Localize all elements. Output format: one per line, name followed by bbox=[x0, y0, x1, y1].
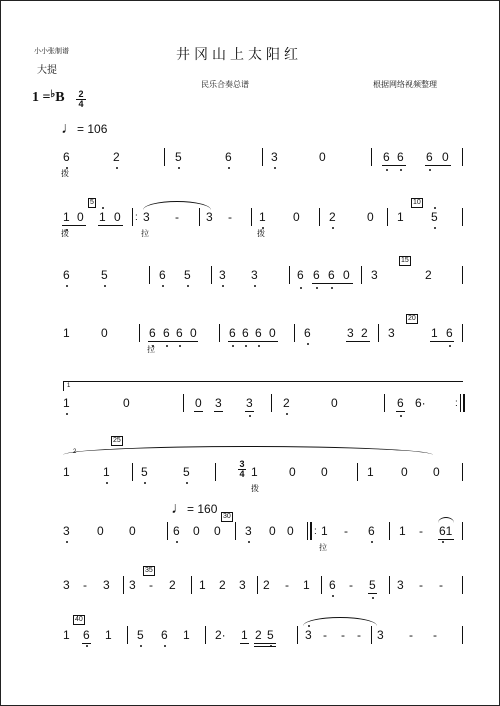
octave-dot bbox=[331, 287, 333, 289]
bow-mark: 拉 bbox=[319, 543, 327, 552]
note: 6 bbox=[397, 150, 404, 164]
bar-line bbox=[167, 522, 168, 540]
note: 2 bbox=[283, 396, 290, 410]
bar-line bbox=[462, 626, 463, 644]
beam-line bbox=[254, 643, 276, 644]
slur bbox=[438, 517, 454, 523]
bar-line bbox=[139, 324, 140, 342]
note: 3 bbox=[245, 524, 252, 538]
note: - bbox=[344, 524, 348, 538]
octave-dot bbox=[166, 345, 168, 347]
octave-dot bbox=[316, 287, 318, 289]
note: 6 bbox=[176, 326, 183, 340]
note: - bbox=[341, 628, 345, 642]
rehearsal-mark: 10 bbox=[413, 199, 421, 206]
note: - bbox=[228, 210, 232, 224]
octave-dot bbox=[434, 207, 436, 209]
octave-dot bbox=[386, 169, 388, 171]
octave-dot bbox=[274, 167, 276, 169]
note: 0 bbox=[433, 465, 440, 479]
note: 0 bbox=[129, 524, 136, 538]
bar-line bbox=[132, 463, 133, 481]
bar-line bbox=[321, 576, 322, 594]
beam-line bbox=[312, 283, 353, 284]
pluck-mark: 拨 bbox=[257, 229, 265, 238]
octave-dot bbox=[434, 227, 436, 229]
beam-line bbox=[254, 646, 276, 647]
bar-line bbox=[371, 148, 372, 166]
note: 6 bbox=[383, 150, 390, 164]
note: 6 bbox=[255, 326, 262, 340]
note: 1 bbox=[183, 628, 190, 642]
beam-line bbox=[430, 341, 454, 342]
repeat-sign: : bbox=[455, 398, 458, 409]
pluck-mark: 拨 bbox=[61, 229, 69, 238]
octave-dot bbox=[249, 415, 251, 417]
note: - bbox=[323, 628, 327, 642]
octave-dot bbox=[232, 345, 234, 347]
beam-line bbox=[98, 225, 123, 226]
note: 3 bbox=[63, 524, 70, 538]
note: 6 bbox=[329, 578, 336, 592]
quarter-note-icon: ♩ bbox=[171, 500, 187, 517]
bar-line bbox=[294, 324, 295, 342]
score-row-8 bbox=[1, 567, 500, 615]
note: 2· bbox=[215, 628, 226, 642]
note: 5 bbox=[183, 465, 190, 479]
score-row-2 bbox=[1, 199, 500, 247]
note: 0 bbox=[442, 150, 449, 164]
repeat-sign: : bbox=[314, 526, 317, 537]
bar-line bbox=[387, 208, 388, 226]
note: 2 bbox=[255, 628, 262, 642]
bar-line bbox=[251, 208, 252, 226]
bar-line bbox=[297, 626, 298, 644]
bar-line bbox=[211, 266, 212, 284]
bar-line bbox=[183, 394, 184, 412]
bar-line bbox=[389, 522, 390, 540]
flat-sign: ♭ bbox=[50, 89, 56, 100]
rehearsal-mark: 15 bbox=[401, 257, 409, 264]
note: 3 bbox=[63, 578, 70, 592]
octave-dot bbox=[228, 167, 230, 169]
note: 1 bbox=[63, 465, 70, 479]
octave-dot bbox=[332, 595, 334, 597]
bar-line bbox=[310, 522, 312, 540]
note: 0 bbox=[190, 326, 197, 340]
octave-dot bbox=[400, 169, 402, 171]
note: 3 bbox=[206, 210, 213, 224]
rehearsal-mark: 30 bbox=[223, 513, 231, 520]
note: 3 bbox=[397, 578, 404, 592]
tempo-marking-2: ♩= 160 bbox=[171, 500, 218, 517]
note: 3 bbox=[219, 268, 226, 282]
octave-dot bbox=[179, 345, 181, 347]
score-subtitle: 民乐合奏总谱 bbox=[201, 80, 249, 89]
note: 6 bbox=[225, 150, 232, 164]
note: 0 bbox=[97, 524, 104, 538]
octave-dot bbox=[371, 541, 373, 543]
bar-line bbox=[127, 626, 128, 644]
note: 1 bbox=[63, 396, 70, 410]
note: 1 bbox=[63, 326, 70, 340]
octave-dot bbox=[86, 645, 88, 647]
octave-dot bbox=[66, 413, 68, 415]
note: 1 bbox=[105, 628, 112, 642]
beam-line bbox=[245, 411, 254, 412]
source-note: 根据网络视频整理 bbox=[373, 80, 437, 89]
bar-line bbox=[462, 463, 463, 481]
note: 2 bbox=[169, 578, 176, 592]
beam-line bbox=[62, 225, 86, 226]
note: 6 bbox=[426, 150, 433, 164]
instrument-label: 大提 bbox=[37, 65, 57, 76]
beam-line bbox=[194, 411, 203, 412]
beam-line bbox=[82, 643, 91, 644]
note: - bbox=[285, 578, 289, 592]
pluck-mark: 拨 bbox=[251, 484, 259, 493]
note: 0 bbox=[214, 524, 221, 538]
note: 5 bbox=[369, 578, 376, 592]
time-signature: 2 4 bbox=[76, 90, 86, 109]
bar-line bbox=[289, 266, 290, 284]
note: 1 bbox=[259, 210, 266, 224]
note: 1 bbox=[99, 210, 106, 224]
bar-line bbox=[357, 463, 358, 481]
note: 1 bbox=[303, 578, 310, 592]
octave-dot bbox=[248, 541, 250, 543]
note: - bbox=[349, 578, 353, 592]
note: 3 bbox=[305, 628, 312, 642]
octave-dot bbox=[372, 597, 374, 599]
bar-line bbox=[307, 522, 308, 540]
beam-line bbox=[214, 411, 223, 412]
note: 5 bbox=[175, 150, 182, 164]
note: 3 bbox=[347, 326, 354, 340]
beam-line bbox=[228, 341, 278, 342]
octave-dot bbox=[140, 645, 142, 647]
note: 2 bbox=[361, 326, 368, 340]
note: 5 bbox=[141, 465, 148, 479]
octave-dot bbox=[144, 482, 146, 484]
note: 6 bbox=[446, 326, 453, 340]
note: 5 bbox=[431, 210, 438, 224]
slur bbox=[303, 617, 377, 626]
bar-line bbox=[132, 208, 133, 226]
octave-dot bbox=[178, 167, 180, 169]
note: 1 bbox=[103, 465, 110, 479]
note: 6 bbox=[313, 268, 320, 282]
beam-line bbox=[368, 593, 377, 594]
octave-dot bbox=[106, 482, 108, 484]
note: - bbox=[83, 578, 87, 592]
note: 0 bbox=[77, 210, 84, 224]
bar-line bbox=[205, 626, 206, 644]
bar-line bbox=[164, 148, 165, 166]
note: 6 bbox=[173, 524, 180, 538]
octave-dot bbox=[222, 285, 224, 287]
note: - bbox=[149, 578, 153, 592]
note: - bbox=[175, 210, 179, 224]
octave-dot bbox=[258, 345, 260, 347]
beam-line bbox=[148, 341, 198, 342]
note: 2 bbox=[425, 268, 432, 282]
rehearsal-mark: 5 bbox=[90, 199, 94, 206]
note: 0 bbox=[269, 524, 276, 538]
note: 1 bbox=[399, 524, 406, 538]
octave-dot bbox=[429, 169, 431, 171]
note: 1 bbox=[431, 326, 438, 340]
score-row-5 bbox=[1, 383, 500, 433]
note: 6 bbox=[63, 150, 70, 164]
note: 6 bbox=[304, 326, 311, 340]
note: 0 bbox=[401, 465, 408, 479]
bow-mark: 拉 bbox=[141, 229, 149, 238]
score-row-3 bbox=[1, 257, 500, 305]
octave-dot bbox=[187, 285, 189, 287]
note: 2 bbox=[113, 150, 120, 164]
octave-dot bbox=[449, 345, 451, 347]
note: - bbox=[419, 578, 423, 592]
note: 3 bbox=[239, 578, 246, 592]
note: 1 bbox=[63, 210, 70, 224]
note: - bbox=[433, 628, 437, 642]
octave-dot bbox=[116, 167, 118, 169]
note: 0 bbox=[293, 210, 300, 224]
key-signature: 1 =♭B bbox=[32, 89, 65, 105]
note: 2 bbox=[263, 578, 270, 592]
tempo-marking-1: ♩= 106 bbox=[61, 120, 108, 137]
note: 3 bbox=[246, 396, 253, 410]
note: 6 bbox=[397, 396, 404, 410]
note: 0 bbox=[114, 210, 121, 224]
note: - bbox=[439, 578, 443, 592]
beam-line bbox=[382, 165, 406, 166]
score-row-1 bbox=[1, 151, 500, 187]
score-row-7 bbox=[1, 513, 500, 561]
slur bbox=[143, 201, 211, 210]
note: 6 bbox=[242, 326, 249, 340]
volta-2: 2 bbox=[73, 449, 77, 455]
note: 6 bbox=[229, 326, 236, 340]
note: 0 bbox=[269, 326, 276, 340]
bar-line bbox=[361, 266, 362, 284]
note: 6 bbox=[161, 628, 168, 642]
note: 3 bbox=[377, 628, 384, 642]
bar-line bbox=[215, 463, 216, 481]
bar-line bbox=[389, 576, 390, 594]
arranger-credit: 小小张制谱 bbox=[34, 47, 69, 55]
note: 1 bbox=[367, 465, 374, 479]
octave-dot bbox=[104, 285, 106, 287]
note: 3 bbox=[251, 268, 258, 282]
note: 1 bbox=[397, 210, 404, 224]
note: 0 bbox=[289, 465, 296, 479]
bar-line bbox=[378, 324, 379, 342]
bar-line bbox=[462, 208, 463, 226]
octave-dot bbox=[400, 415, 402, 417]
bar-line bbox=[219, 324, 220, 342]
note: 5 bbox=[101, 268, 108, 282]
note: 6 bbox=[149, 326, 156, 340]
note: 6 bbox=[328, 268, 335, 282]
note: 5 bbox=[137, 628, 144, 642]
repeat-sign: : bbox=[135, 212, 138, 223]
note: 0 bbox=[319, 150, 326, 164]
note: 0 bbox=[367, 210, 374, 224]
note: 1 bbox=[321, 524, 328, 538]
note: 3 bbox=[388, 326, 395, 340]
bar-line bbox=[257, 576, 258, 594]
note: - bbox=[419, 524, 423, 538]
quarter-note-icon: ♩ bbox=[61, 120, 77, 137]
note: 3 bbox=[215, 396, 222, 410]
volta-1: 1 bbox=[67, 383, 71, 389]
octave-dot bbox=[66, 541, 68, 543]
bar-line bbox=[462, 522, 463, 540]
bar-line bbox=[235, 522, 236, 540]
note: 1 bbox=[251, 465, 258, 479]
note: 2 bbox=[219, 578, 226, 592]
bar-line bbox=[462, 576, 463, 594]
note: 1 bbox=[199, 578, 206, 592]
octave-dot bbox=[286, 413, 288, 415]
slur bbox=[63, 446, 433, 455]
note: 3 bbox=[271, 150, 278, 164]
octave-dot bbox=[186, 482, 188, 484]
note: - bbox=[357, 628, 361, 642]
bar-line bbox=[123, 576, 124, 594]
volta-bracket bbox=[63, 381, 463, 392]
beam-line bbox=[240, 643, 249, 644]
note: 1 bbox=[241, 628, 248, 642]
page-title: 井冈山上太阳红 bbox=[176, 47, 302, 63]
octave-dot bbox=[162, 285, 164, 287]
octave-dot bbox=[332, 227, 334, 229]
score-row-9 bbox=[1, 616, 500, 665]
bar-line bbox=[271, 394, 272, 412]
bar-line bbox=[262, 148, 263, 166]
time-signature-change: 3 4 bbox=[239, 459, 245, 479]
note: - bbox=[409, 628, 413, 642]
note: 5 bbox=[184, 268, 191, 282]
octave-dot bbox=[307, 343, 309, 345]
octave-dot bbox=[442, 541, 444, 543]
note: 3 bbox=[103, 578, 110, 592]
note: 2 bbox=[329, 210, 336, 224]
note: 0 bbox=[195, 396, 202, 410]
note: 6 bbox=[63, 268, 70, 282]
note: 6 bbox=[83, 628, 90, 642]
score-row-6 bbox=[1, 437, 500, 502]
beam-line bbox=[396, 411, 405, 412]
note: 5 bbox=[267, 628, 274, 642]
octave-dot bbox=[102, 207, 104, 209]
bow-mark: 拉 bbox=[147, 345, 155, 354]
beam-line bbox=[438, 539, 454, 540]
octave-dot bbox=[66, 285, 68, 287]
note: 3 bbox=[129, 578, 136, 592]
note: 0 bbox=[101, 326, 108, 340]
score-row-4 bbox=[1, 315, 500, 363]
note: 3 bbox=[371, 268, 378, 282]
note: 6 bbox=[297, 268, 304, 282]
rehearsal-mark: 40 bbox=[75, 616, 83, 623]
bar-line bbox=[460, 394, 461, 412]
octave-dot bbox=[176, 541, 178, 543]
octave-dot bbox=[254, 285, 256, 287]
bar-line bbox=[191, 576, 192, 594]
note: 61 bbox=[439, 524, 453, 538]
note: 0 bbox=[287, 524, 294, 538]
note: 6 bbox=[159, 268, 166, 282]
bar-line bbox=[319, 208, 320, 226]
octave-dot bbox=[245, 345, 247, 347]
bar-line bbox=[149, 266, 150, 284]
bar-line bbox=[463, 394, 465, 412]
bar-line bbox=[462, 148, 463, 166]
octave-dot bbox=[300, 287, 302, 289]
octave-dot bbox=[308, 625, 310, 627]
rehearsal-mark: 35 bbox=[145, 567, 153, 574]
bar-line bbox=[199, 208, 200, 226]
note: 0 bbox=[193, 524, 200, 538]
bar-line bbox=[462, 266, 463, 284]
note: 0 bbox=[343, 268, 350, 282]
note: 0 bbox=[321, 465, 328, 479]
note: 6 bbox=[368, 524, 375, 538]
bar-line bbox=[371, 626, 372, 644]
note: 6 bbox=[163, 326, 170, 340]
beam-line bbox=[425, 165, 451, 166]
bar-line bbox=[462, 324, 463, 342]
pluck-mark: 拨 bbox=[61, 169, 69, 178]
rehearsal-mark: 20 bbox=[408, 315, 416, 322]
bar-line bbox=[384, 394, 385, 412]
note: 6· bbox=[415, 396, 426, 410]
note: 0 bbox=[123, 396, 130, 410]
octave-dot bbox=[164, 645, 166, 647]
note: 3 bbox=[143, 210, 150, 224]
note: 0 bbox=[331, 396, 338, 410]
note: 1 bbox=[63, 628, 70, 642]
beam-line bbox=[346, 341, 370, 342]
rehearsal-mark: 25 bbox=[113, 437, 121, 444]
